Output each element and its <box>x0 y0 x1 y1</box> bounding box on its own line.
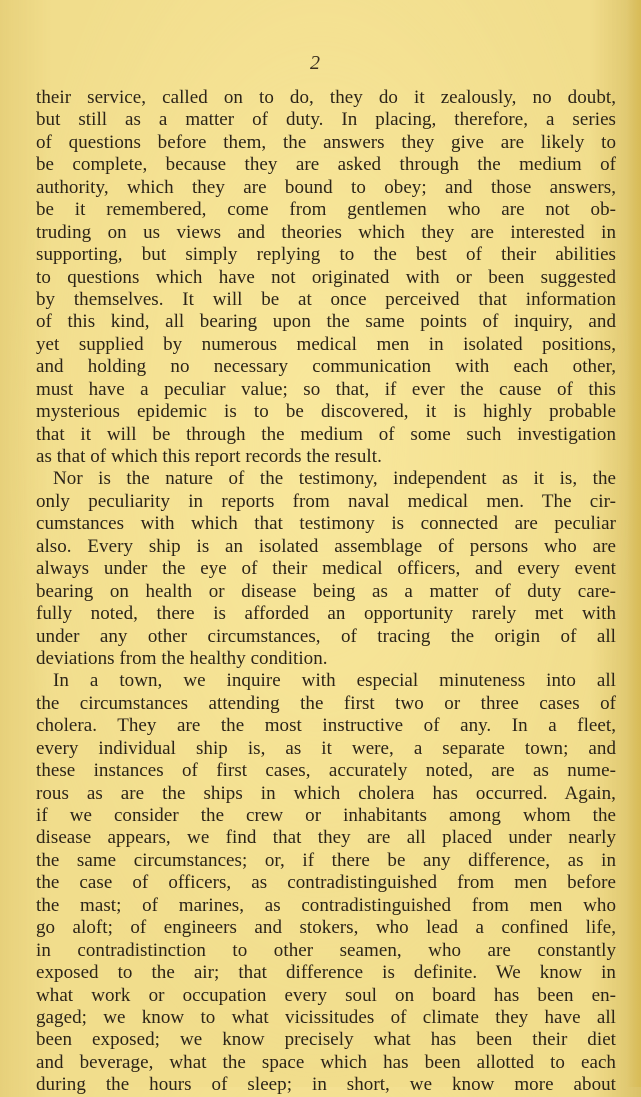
text-line: go aloft; of engineers and stokers, who lead a confined life, <box>36 917 616 939</box>
text-line: if we consider the crew or inhabitants among whom the <box>36 805 616 826</box>
text-line: cholera. They are the most instructive of any. In a fleet, <box>36 715 616 737</box>
body-text <box>36 87 616 1097</box>
text-line: bearing on health or disease being as a matter of duty care- <box>36 580 616 602</box>
text-line: yet supplied by numerous medical men in isolated positions, <box>36 333 616 355</box>
text-line: every individual ship is, as it were, a separate town; and <box>36 737 616 759</box>
text-line: only peculiarity in reports from naval medical men. The cir- <box>36 490 616 512</box>
text-line: but still as a matter of duty. In placing, therefore, a series <box>36 109 616 131</box>
text-line: these instances of first cases, accurately noted, are as nume- <box>36 760 616 782</box>
text-line: gaged; we know to what vicissitudes of climate they have all <box>36 1006 616 1028</box>
text-line: the circumstances attending the first two or three cases of <box>36 692 616 714</box>
text-line: and beverage, what the space which has been allotted to each <box>36 1051 616 1073</box>
text-line: deviations from the healthy condition. <box>36 647 328 669</box>
text-line: that it will be through the medium of some such investigation <box>36 423 616 445</box>
text-line: truding on us views and theories which they are interested in <box>36 221 616 243</box>
text-line: be complete, because they are asked through the medium of <box>36 154 616 176</box>
text-line: also. Every ship is an isolated assemblage of persons who are <box>36 535 616 557</box>
page-number: 2 <box>310 52 320 74</box>
text-line: been exposed; we know precisely what has been their diet <box>36 1029 616 1051</box>
text-line: must have a peculiar value; so that, if ever the cause of this <box>36 378 616 400</box>
text-line: disease appears, we find that they are all placed under nearly <box>36 827 616 849</box>
page-edge-shadow <box>627 0 641 1087</box>
text-line: always under the eye of their medical officers, and every event <box>36 558 616 580</box>
text-line: their service, called on to do, they do it zealously, no doubt, <box>36 87 616 108</box>
text-line: and holding no necessary communication with each other, <box>36 356 616 378</box>
text-line: in contradistinction to other seamen, who are constantly <box>36 939 616 961</box>
text-line: to questions which have not originated with or been suggested <box>36 266 616 288</box>
text-line: of questions before them, the answers they give are likely to <box>36 131 616 153</box>
text-line: rous as are the ships in which cholera has occurred. Again, <box>36 782 616 804</box>
text-line: In a town, we inquire with especial minuteness into all <box>53 670 616 692</box>
text-line: cumstances with which that testimony is connected are peculiar <box>36 513 616 535</box>
text-line: be it remembered, come from gentlemen who are not ob- <box>36 199 616 221</box>
text-line: what work or occupation every soul on board has been en- <box>36 984 616 1006</box>
text-line: during the hours of sleep; in short, we know more about <box>36 1074 616 1096</box>
text-line: supporting, but simply replying to the best of their abilities <box>36 244 616 266</box>
text-line: as that of which this report records the result. <box>36 446 382 467</box>
text-line: Nor is the nature of the testimony, independent as it is, the <box>53 468 616 490</box>
text-line: under any other circumstances, of tracing the origin of all <box>36 625 616 647</box>
text-line: mysterious epidemic is to be discovered, it is highly probable <box>36 401 616 423</box>
text-line: of this kind, all bearing upon the same points of inquiry, and <box>36 311 616 333</box>
text-line: by themselves. It will be at once perceived that information <box>36 288 616 310</box>
text-line: authority, which they are bound to obey; and those answers, <box>36 176 616 198</box>
text-line: the same circumstances; or, if there be any difference, as in <box>36 849 616 871</box>
text-line: the mast; of marines, as contradistinguished from men who <box>36 894 616 916</box>
text-line: fully noted, there is afforded an opportunity rarely met with <box>36 603 616 625</box>
text-line: exposed to the air; that difference is definite. We know in <box>36 962 616 984</box>
text-line: the case of officers, as contradistinguished from men before <box>36 872 616 894</box>
